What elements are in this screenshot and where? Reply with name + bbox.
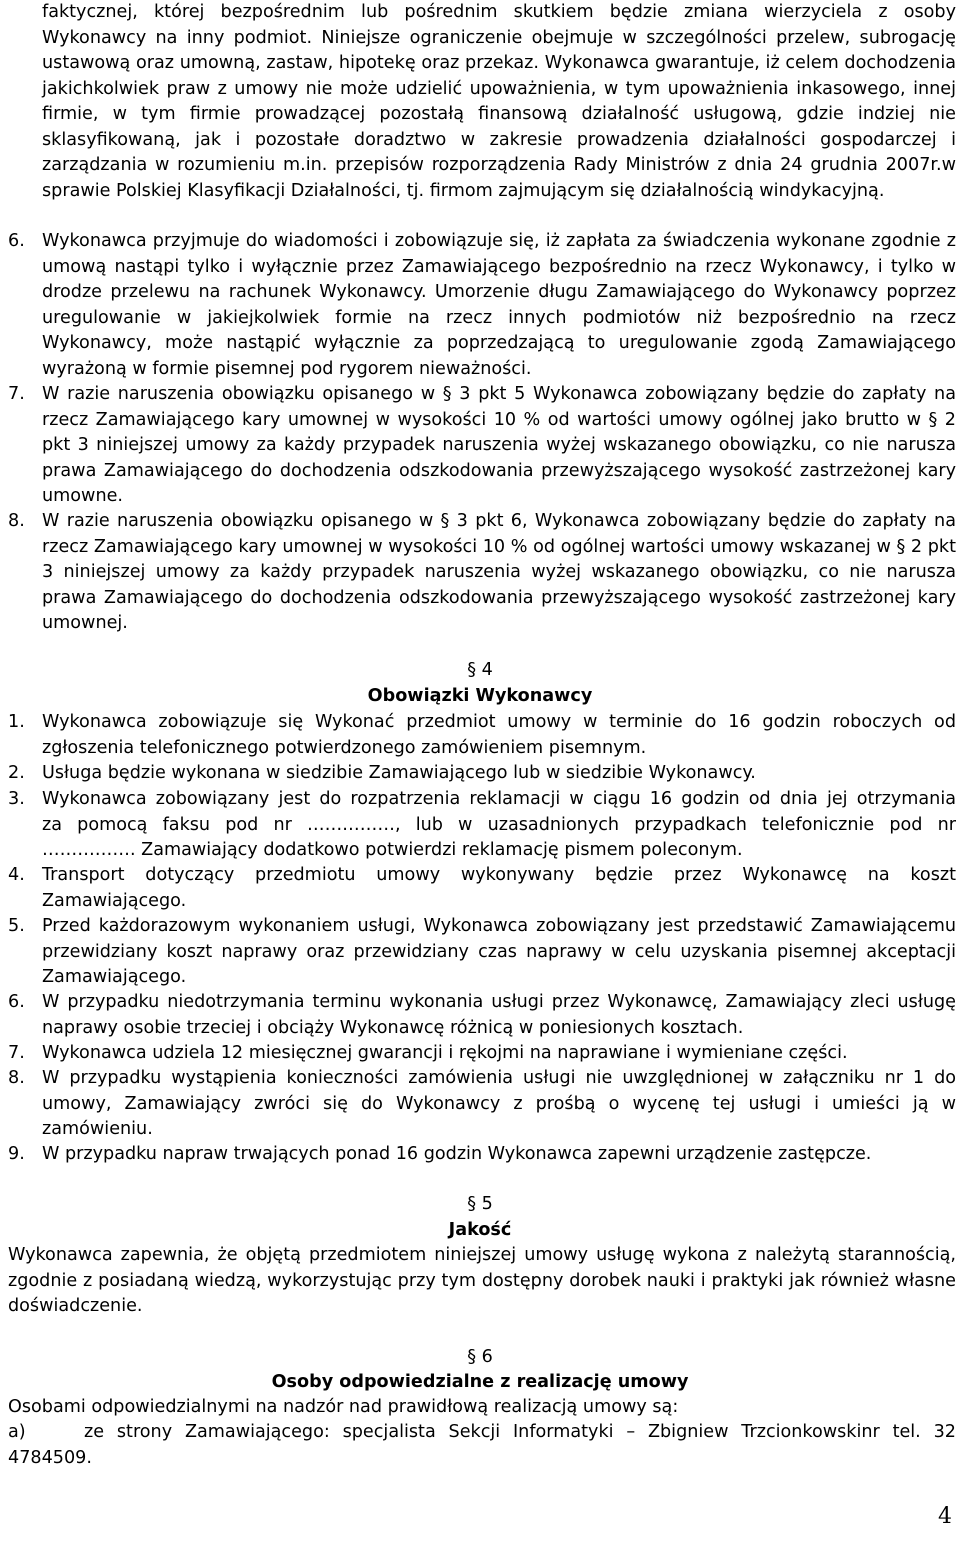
item-number: 2. xyxy=(8,763,25,783)
item-number: 7. xyxy=(8,1043,25,1063)
list-item xyxy=(8,914,956,991)
item-number: 5. xyxy=(8,916,25,936)
item-text: Wykonawca przyjmuje do wiadomości i zobowiązuje się, iż zapłata za świadczenia wykonane zgodnie z umową nastąpi tylko i wyłącznie przez Zamawiającego bezpośrednio na rzecz Wykonawcy, i tylko w drodze przelewu na rachunek Wykonawcy. Umorzenie długu Zamawiającego do Wykonawcy poprzez uregulowanie w jakiejkolwiek formie na rzecz innych podmiotów niż bezpośrednio na rzecz Wykonawcy, może nastąpić wyłącznie za poprzedzającą to uregulowanie zgodą Zamawiającego wyrażoną w formie pisemnej pod rygorem nieważności. xyxy=(42,231,956,379)
item-text: W razie naruszenia obowiązku opisanego w § 3 pkt 5 Wykonawca zobowiązany będzie do zapłaty na rzecz Zamawiającego kary umownej w wysokości 10 % od wartości umowy ogólnej jako brutto w § 2 pkt 3 niniejszej umowy za każdy przypadek naruszenia wyżej wskazanego obowiązku, co nie narusza prawa Zamawiającego do dochodzenia odszkodowania przewyższającego wysokość zastrzeżonej kary umowne. xyxy=(42,384,956,506)
item-text: Wykonawca udziela 12 miesięcznej gwarancji i rękojmi na naprawiane i wymieniane części. xyxy=(42,1043,848,1063)
section-number: § 5 xyxy=(467,1194,493,1214)
item-text: W przypadku napraw trwających ponad 16 godzin Wykonawca zapewni urządzenie zastępcze. xyxy=(42,1144,872,1164)
item-number: 8. xyxy=(8,511,25,531)
item-number: 8. xyxy=(8,1068,25,1088)
item-text-line: za pomocą faksu pod nr ……………, lub w uzasadnionych przypadkach telefonicznie pod nr xyxy=(42,814,956,835)
item-text: W razie naruszenia obowiązku opisanego w § 3 pkt 6, Wykonawca zobowiązany będzie do zapłaty na rzecz Zamawiającego kary umownej w wysokości 10 % od ogólnej wartości umowy wskazanej w § 2 pkt 3 niniejszej umowy za każdy przypadek naruszenia wyżej wskazanego obowiązku, co nie narusza prawa Zamawiającego do dochodzenia odszkodowania przewyższającego wysokość zastrzeżonej kary umownej. xyxy=(42,511,956,633)
item-text-line: Wykonawca zobowiązany jest do rozpatrzenia reklamacji w ciągu 16 godzin od dnia jej otrzymania xyxy=(42,789,956,809)
intro-paragraph: Wykonawcy na inny podmiot. Niniejsze ograniczenie obejmuje w szczególności przelew, subrogację ustawową oraz umowną, zastaw, hipotekę oraz przekaz. Wykonawca gwarantuje, iż celem dochodzenia jakichkolwiek praw z umowy nie może udzielić upoważnienia, w tym upoważnienia inkasowego, innej firmie, w tym firmie prowadzącej pozostałą finansową działalność usługową, gdzie indziej nie sklasyfikowaną, jak i pozostałe doradztwo w zakresie prowadzenia działalności gospodarczej i zarządzania w rozumieniu m.in. przepisów rozporządzenia Rady Ministrów z dnia 24 grudnia 2007r.w sprawie Polskiej Klasyfikacji Działalności, tj. firmom zajmującym się działalnością windykacyjną. xyxy=(42,27,956,201)
item-text: W przypadku wystąpienia konieczności zamówienia usługi nie uwzględnionej w załączniku nr 1 do umowy, Zamawiający zwróci się do Wykonawcy z prośbą o wycenę tej usługi i umieści ją w zamówieniu. xyxy=(42,1068,956,1139)
item-text-line: ……………. Zamawiający dodatkowo potwierdzi reklamację pismem poleconym. xyxy=(42,840,743,860)
item-text: Usługa będzie wykonana w siedzibie Zamawiającego lub w siedzibie Wykonawcy. xyxy=(42,763,756,783)
item-number: 6. xyxy=(8,992,25,1012)
list-item xyxy=(8,761,956,787)
item-number: 7. xyxy=(8,384,25,404)
item-number: 1. xyxy=(8,712,25,732)
item-label: a) xyxy=(8,1422,26,1442)
list-item xyxy=(8,710,956,761)
list-item xyxy=(8,1142,956,1168)
list-item xyxy=(8,1420,956,1471)
item-text: Przed każdorazowym wykonaniem usługi, Wykonawca zobowiązany jest przedstawić Zamawiającemu przewidziany koszt naprawy oraz przewidziany czas naprawy w celu uzyskania pisemnej akceptacji Zamawiającego. xyxy=(42,916,956,987)
item-text-line: 4784509. xyxy=(8,1447,92,1468)
list-item xyxy=(8,382,956,510)
list-item xyxy=(8,990,956,1041)
list-item xyxy=(8,1041,956,1067)
item-text: Wykonawca zobowiązuje się Wykonać przedmiot umowy w terminie do 16 godzin roboczych od zgłoszenia telefonicznego potwierdzonego zamówieniem pisemnym. xyxy=(42,712,956,758)
item-text-line: ze strony Zamawiającego: specjalista Sekcji Informatyki – Zbigniew Trzcionkowskinr tel. 32 xyxy=(84,1422,956,1442)
item-number: 4. xyxy=(8,865,25,885)
item-number: 6. xyxy=(8,231,25,251)
item-text: Transport dotyczący przedmiotu umowy wykonywany będzie przez Wykonawcę na koszt Zamawiającego. xyxy=(42,865,956,911)
list-item xyxy=(8,509,956,637)
item-number: 3. xyxy=(8,789,25,809)
item-number: 9. xyxy=(8,1144,25,1164)
list-item xyxy=(8,1066,956,1143)
section-paragraph: Wykonawca zapewnia, że objętą przedmiotem niniejszej umowy usługę wykona z należytą starannością, zgodnie z posiadaną wiedzą, wykorzystując przy tym dostępny dorobek nauki i praktyki jak również własne doświadczenie. xyxy=(8,1245,956,1316)
list-item xyxy=(8,229,956,382)
section-number: § 6 xyxy=(467,1347,493,1367)
list-item xyxy=(8,787,956,864)
section-title: Osoby odpowiedzialne z realizację umowy xyxy=(271,1372,689,1392)
item-text: W przypadku niedotrzymania terminu wykonania usługi przez Wykonawcę, Zamawiający zleci usługę naprawy osobie trzeciej i obciąży Wykonawcę różnicą w poniesionych kosztach. xyxy=(42,992,956,1038)
section-paragraph: Osobami odpowiedzialnymi na nadzór nad prawidłową realizacją umowy są: xyxy=(8,1397,679,1417)
page-number: 4 xyxy=(938,1504,952,1529)
section-title: Jakość xyxy=(448,1220,512,1240)
list-item xyxy=(8,863,956,914)
intro-first-line: faktycznej, której bezpośrednim lub pośrednim skutkiem będzie zmiana wierzyciela z osoby xyxy=(42,2,956,22)
section-title: Obowiązki Wykonawcy xyxy=(367,686,593,706)
section-number: § 4 xyxy=(467,660,493,680)
